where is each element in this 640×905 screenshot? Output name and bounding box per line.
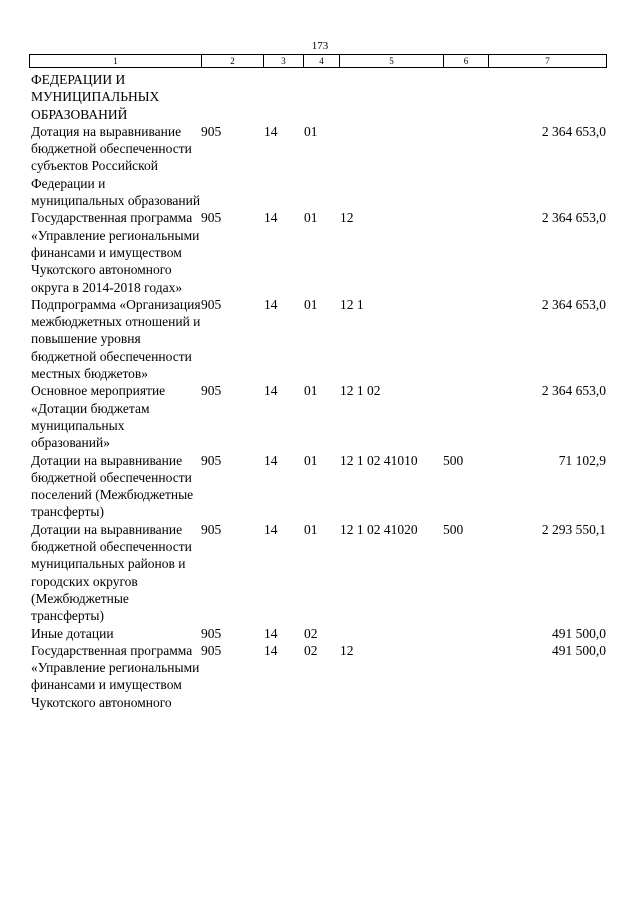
section-code: 14 <box>264 642 278 658</box>
target-code: 12 1 02 <box>340 383 381 399</box>
section-code: 14 <box>264 521 278 537</box>
row-name: Дотации на выравнивание бюджетной обеспеченности поселений (Межбюджетные трансферты) <box>31 452 194 520</box>
subsection-code: 01 <box>304 452 318 468</box>
subsection-code: 02 <box>304 625 318 641</box>
ministry-code: 905 <box>201 642 222 658</box>
section-code: 14 <box>264 210 278 226</box>
section-code: 14 <box>264 296 278 312</box>
target-code: 12 1 <box>340 296 364 312</box>
row-name: Иные дотации <box>31 625 114 641</box>
row-name: Государственная программа «Управление региональными финансами и имуществом Чукотского автономного округа в 2014-2018 годах» <box>31 210 200 295</box>
row-name: ФЕДЕРАЦИИ И МУНИЦИПАЛЬНЫХ ОБРАЗОВАНИЙ <box>31 72 160 122</box>
expense-type: 500 <box>443 521 464 537</box>
subsection-code: 01 <box>304 521 318 537</box>
row-name: Государственная программа «Управление региональными финансами и имуществом Чукотского автономного <box>31 642 200 710</box>
table-row <box>0 521 640 625</box>
amount: 2 364 653,0 <box>541 210 606 226</box>
amount: 2 364 653,0 <box>541 296 606 312</box>
amount: 491 500,0 <box>552 625 606 641</box>
section-code: 14 <box>264 625 278 641</box>
target-code: 12 1 02 41010 <box>340 452 418 468</box>
page-number: 173 <box>311 40 329 52</box>
amount: 491 500,0 <box>552 642 606 658</box>
section-code: 14 <box>264 383 278 399</box>
ministry-code: 905 <box>201 625 222 641</box>
table-row <box>0 452 640 521</box>
ministry-code: 905 <box>201 123 222 139</box>
target-code: 12 <box>340 210 354 226</box>
table-row <box>0 625 640 642</box>
amount: 2 364 653,0 <box>541 383 606 399</box>
expense-type: 500 <box>443 452 464 468</box>
subsection-code: 01 <box>304 296 318 312</box>
column-header-table <box>29 54 607 68</box>
column-number-2: 2 <box>202 55 264 68</box>
table-row <box>0 296 640 382</box>
column-number-3: 3 <box>264 55 304 68</box>
row-name: Подпрограмма «Организация межбюджетных отношений и повышение уровня бюджетной обеспеченности местных бюджетов» <box>31 296 201 382</box>
row-name: Дотация на выравнивание бюджетной обеспеченности субъектов Российской Федерации и муниципальных образований <box>31 123 201 209</box>
column-number-5: 5 <box>340 55 444 68</box>
amount: 71 102,9 <box>558 452 606 468</box>
table-row <box>0 123 640 209</box>
amount: 2 364 653,0 <box>541 123 606 139</box>
subsection-code: 01 <box>304 383 318 399</box>
table-row <box>0 642 640 711</box>
column-number-1: 1 <box>30 55 202 68</box>
subsection-code: 01 <box>304 210 318 226</box>
section-code: 14 <box>264 452 278 468</box>
column-number-row <box>30 55 607 68</box>
table-row <box>0 209 640 295</box>
ministry-code: 905 <box>201 210 222 226</box>
ministry-code: 905 <box>201 452 222 468</box>
column-number-7: 7 <box>489 55 607 68</box>
column-number-4: 4 <box>304 55 340 68</box>
row-name: Основное мероприятие «Дотации бюджетам муниципальных образований» <box>31 383 166 451</box>
ministry-code: 905 <box>201 296 222 312</box>
row-name: Дотации на выравнивание бюджетной обеспеченности муниципальных районов и городских округов (Межбюджетные трансферты) <box>31 521 192 624</box>
column-number-6: 6 <box>444 55 489 68</box>
target-code: 12 <box>340 642 354 658</box>
subsection-code: 01 <box>304 123 318 139</box>
subsection-code: 02 <box>304 642 318 658</box>
section-code: 14 <box>264 123 278 139</box>
table-row <box>0 382 640 451</box>
amount: 2 293 550,1 <box>541 521 606 537</box>
ministry-code: 905 <box>201 383 222 399</box>
table-row <box>0 71 640 123</box>
target-code: 12 1 02 41020 <box>340 521 418 537</box>
budget-table-body <box>0 71 640 711</box>
ministry-code: 905 <box>201 521 222 537</box>
